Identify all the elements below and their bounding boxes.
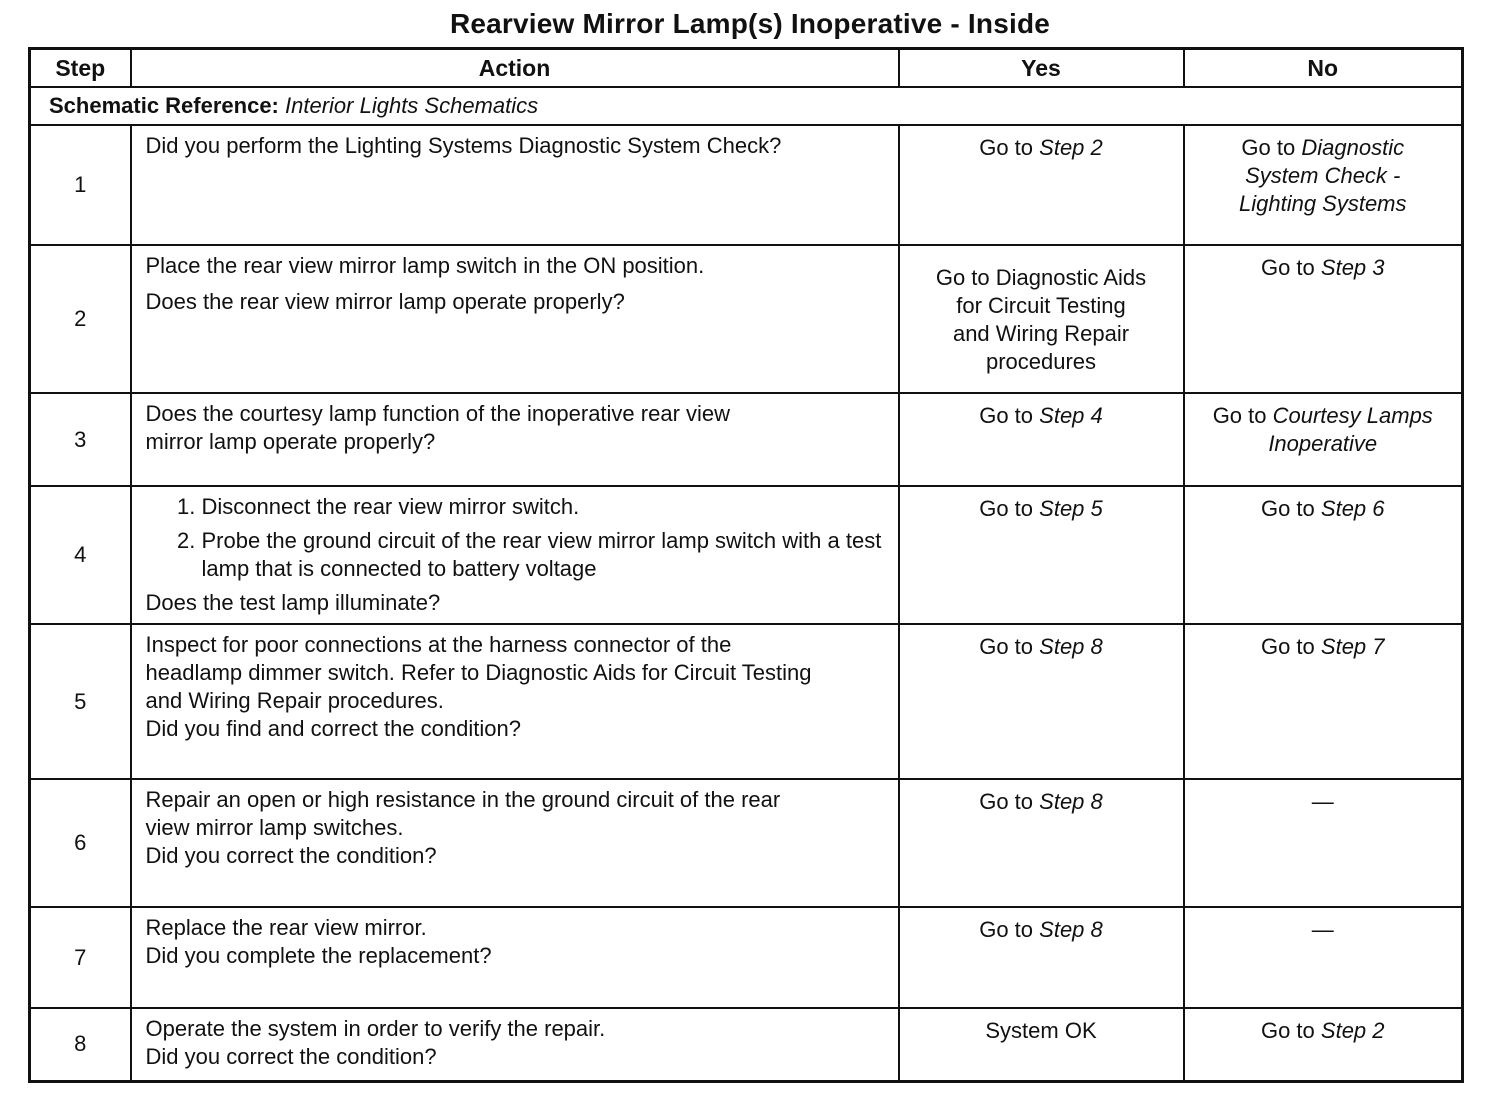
goto-text: Go to	[1260, 634, 1315, 659]
no-target: Step 6	[1320, 496, 1385, 521]
goto-text: Go to	[979, 496, 1034, 521]
action-cell	[131, 779, 899, 907]
action-cell	[131, 245, 899, 393]
diagnostic-table	[28, 47, 1464, 1083]
goto-text: Go to	[979, 789, 1034, 814]
page-title: Rearview Mirror Lamp(s) Inoperative - Inside	[449, 8, 1051, 39]
table-row	[30, 907, 1463, 1008]
goto-text: Go to	[1260, 1018, 1315, 1043]
action-cell	[131, 907, 899, 1008]
no-target: System Check -	[1245, 163, 1401, 188]
yes-target: Step 2	[1039, 135, 1103, 160]
action-text: mirror lamp operate properly?	[145, 429, 436, 454]
yes-text: Go to Diagnostic Aids	[935, 265, 1147, 290]
no-dash: —	[1311, 917, 1334, 942]
schematic-label: Schematic Reference:	[49, 93, 279, 118]
action-text: Does the courtesy lamp function of the inoperative rear view	[145, 401, 731, 426]
step-header: Step	[30, 49, 131, 88]
action-text: Repair an open or high resistance in the ground circuit of the rear	[145, 787, 781, 812]
no-cell	[1184, 245, 1463, 393]
yes-header: Yes	[899, 49, 1184, 88]
action-cell	[131, 624, 899, 779]
action-text: headlamp dimmer switch. Refer to Diagnostic Aids for Circuit Testing	[145, 660, 812, 685]
action-cell	[131, 125, 899, 245]
step-number: 6	[30, 779, 131, 907]
yes-cell	[899, 245, 1184, 393]
step-number: 3	[30, 393, 131, 486]
yes-text: System OK	[985, 1018, 1097, 1043]
no-dash: —	[1311, 789, 1334, 814]
yes-target: Step 8	[1039, 634, 1103, 659]
schematic-reference	[30, 87, 1463, 125]
action-cell	[131, 486, 899, 624]
action-cell	[131, 1008, 899, 1081]
action-text: view mirror lamp switches.	[145, 815, 404, 840]
yes-cell	[899, 907, 1184, 1008]
action-text: Operate the system in order to verify the repair.	[145, 1016, 606, 1041]
step-number: 8	[30, 1008, 131, 1081]
yes-cell	[899, 624, 1184, 779]
no-target: Courtesy Lamps	[1272, 403, 1433, 428]
yes-text: for Circuit Testing	[956, 293, 1126, 318]
no-target: Diagnostic	[1301, 135, 1405, 160]
no-cell	[1184, 393, 1463, 486]
no-cell	[1184, 1008, 1463, 1081]
step-number: 5	[30, 624, 131, 779]
yes-cell	[899, 779, 1184, 907]
step-number: 4	[30, 486, 131, 624]
table-row	[30, 486, 1463, 624]
substep-item: 1. Disconnect the rear view mirror switch.	[202, 493, 888, 521]
action-question: Did you correct the condition?	[145, 843, 437, 868]
goto-text: Go to	[1260, 496, 1315, 521]
action-cell	[131, 393, 899, 486]
table-row	[30, 125, 1463, 245]
goto-text: Go to	[979, 135, 1034, 160]
no-cell	[1184, 624, 1463, 779]
goto-text: Go to	[979, 403, 1034, 428]
no-cell	[1184, 907, 1463, 1008]
goto-text: Go to	[979, 634, 1034, 659]
action-text: Replace the rear view mirror.	[145, 915, 427, 940]
table-row	[30, 245, 1463, 393]
header-row	[30, 49, 1463, 88]
action-text: and Wiring Repair procedures.	[145, 688, 444, 713]
yes-target: Step 8	[1039, 917, 1103, 942]
table-row	[30, 779, 1463, 907]
yes-cell	[899, 393, 1184, 486]
substep-list	[146, 493, 888, 589]
yes-text: and Wiring Repair	[952, 321, 1130, 346]
step-number: 7	[30, 907, 131, 1008]
goto-text: Go to	[1212, 403, 1267, 428]
schematic-link: Interior Lights Schematics	[285, 93, 539, 118]
goto-text: Go to	[979, 917, 1034, 942]
yes-cell	[899, 486, 1184, 624]
yes-target: Step 5	[1039, 496, 1103, 521]
action-text: Did you perform the Lighting Systems Diagnostic System Check?	[145, 133, 782, 158]
action-text: Inspect for poor connections at the harness connector of the	[145, 632, 732, 657]
no-cell	[1184, 486, 1463, 624]
table-row	[30, 624, 1463, 779]
no-cell	[1184, 779, 1463, 907]
yes-text: procedures	[985, 349, 1097, 374]
schematic-row	[30, 87, 1463, 125]
substep-item: 2. Probe the ground circuit of the rear view mirror lamp switch with a test lamp that is connected to battery voltage	[202, 527, 888, 583]
step-number: 1	[30, 125, 131, 245]
no-header: No	[1184, 49, 1463, 88]
step-number: 2	[30, 245, 131, 393]
no-cell	[1184, 125, 1463, 245]
action-question: Does the rear view mirror lamp operate properly?	[145, 289, 625, 314]
table-row	[30, 393, 1463, 486]
yes-target: Step 4	[1039, 403, 1103, 428]
action-header: Action	[131, 49, 899, 88]
action-question: Did you complete the replacement?	[145, 943, 492, 968]
no-target: Inoperative	[1268, 431, 1378, 456]
no-target: Lighting Systems	[1238, 191, 1407, 216]
action-text: Place the rear view mirror lamp switch in the ON position.	[145, 253, 705, 278]
action-question: Did you correct the condition?	[145, 1044, 437, 1069]
yes-cell	[899, 125, 1184, 245]
no-target: Step 3	[1320, 255, 1385, 280]
action-question: Did you find and correct the condition?	[145, 716, 521, 741]
goto-text: Go to	[1241, 135, 1296, 160]
no-target: Step 2	[1320, 1018, 1385, 1043]
yes-cell	[899, 1008, 1184, 1081]
table-row	[30, 1008, 1463, 1081]
no-target: Step 7	[1320, 634, 1385, 659]
action-question: Does the test lamp illuminate?	[145, 590, 441, 615]
yes-target: Step 8	[1039, 789, 1103, 814]
goto-text: Go to	[1260, 255, 1315, 280]
